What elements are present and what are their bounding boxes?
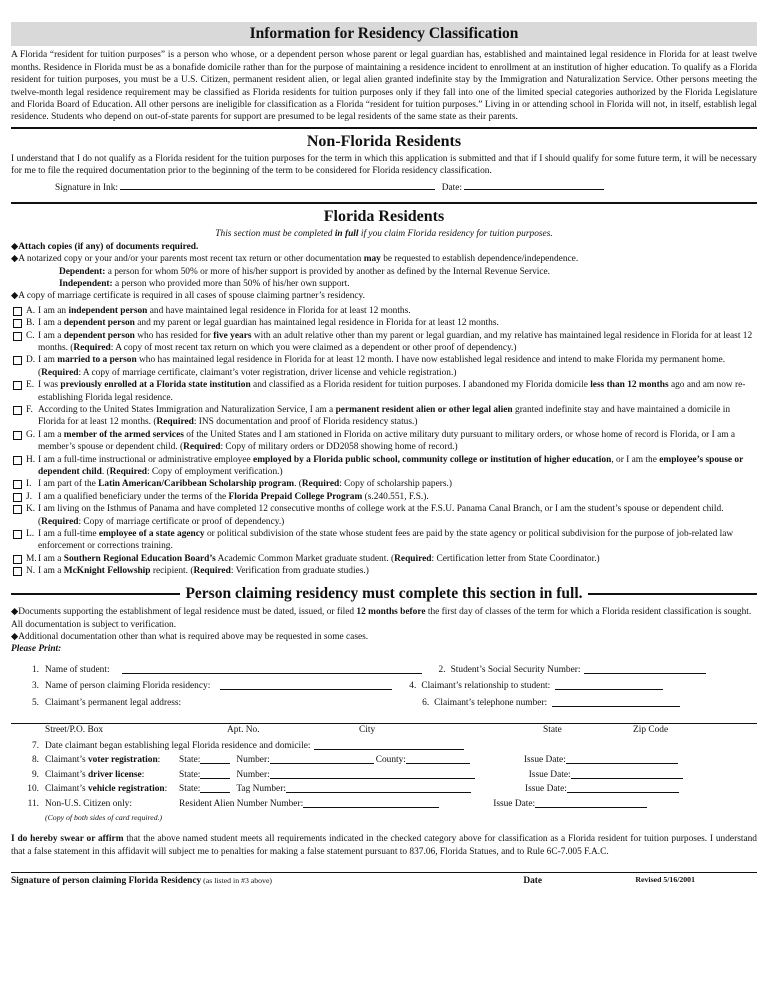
florida-note: This section must be completed in full if you claim Florida residency for tuition purposes.	[215, 229, 553, 240]
dependent-definition: Dependent: a person for whom 50% or more of his/her support is provided by another as defined by the Internal Revenue Service.	[59, 266, 551, 277]
category-option	[11, 404, 757, 429]
independent-definition: Independent: a person who provided more than 50% of his/her own support.	[59, 278, 350, 289]
field-row-9: 9. Claimant’s driver license: State: Number: Issue Date:	[11, 769, 757, 781]
residency-form	[11, 0, 757, 888]
category-checkbox[interactable]	[13, 567, 22, 576]
field-row-3-4: 3. Name of person claiming Florida residency: 4. Claimant’s relationship to student:	[11, 680, 757, 692]
option-text: I am living on the Isthmus of Panama and have completed 12 consecutive months of college work at the F.S.U. Panama Canal Branch, or I am the student’s spouse or dependent child. (Required: Copy of marriage certificate or proof of dependency.)	[38, 504, 724, 527]
category-option	[11, 528, 757, 553]
footer-date-label: Date	[523, 876, 543, 887]
non-florida-signature-row	[55, 180, 757, 194]
date-field[interactable]	[464, 180, 604, 190]
divider	[11, 202, 757, 204]
option-letter: K.	[26, 504, 36, 515]
category-checkbox[interactable]	[13, 456, 22, 465]
option-letter: I.	[26, 479, 32, 490]
domicile-date-label: Date claimant began establishing legal Florida residence and domicile:	[45, 741, 311, 751]
option-text: According to the United States Immigration and Naturalization Service, I am a permanent resident alien or other legal alien granted indefinite stay and have maintained a domicile in Florida for at least 12 months. (Required: INS documentation and proof of Florida residency status.)	[38, 405, 731, 428]
option-text: I am a McKnight Fellowship recipient. (Required: Verification from graduate studies.)	[38, 566, 369, 577]
address-captions	[11, 724, 757, 738]
claimant-name-field[interactable]	[220, 680, 392, 690]
field-row-1-2: 1. Name of student: 2. Student’s Social Security Number:	[11, 664, 757, 676]
field-row-10: 10. Claimant’s vehicle registration: State: Tag Number: Issue Date:	[11, 783, 757, 795]
claim-doc-note: ◆Documents supporting the establishment of legal residence must be dated, issued, or filed 12 months before the first day of classes of the term for which a Florida resident classification is sought. All documentation is subject to verification.	[11, 607, 752, 630]
option-text: I am a qualified beneficiary under the terms of the Florida Prepaid College Program (s.240.551, F.S.).	[38, 491, 429, 502]
category-checkbox[interactable]	[13, 381, 22, 390]
option-letter: B.	[26, 318, 35, 329]
category-option	[11, 317, 757, 329]
category-checkbox[interactable]	[13, 356, 22, 365]
category-options	[11, 305, 757, 578]
category-checkbox[interactable]	[13, 480, 22, 489]
vehicle-issue-date-field[interactable]	[567, 783, 679, 793]
option-text: I am a full-time instructional or administrative employee employed by a Florida public school, community college or institution of higher education, or I am the employee’s spouse or dependent child. (Required: Copy of employment verification.)	[38, 454, 744, 478]
option-text: I am a member of the armed services of the United States and I am stationed in Florida on active military duty pursuant to military orders, or whose home of record is Florida, or I am a member’s spouse or dependent child. (Required: Copy of military orders or DD2058 showing home of record.)	[38, 429, 736, 453]
signature-field[interactable]	[120, 180, 435, 190]
florida-heading: Florida Residents	[323, 208, 445, 226]
option-letter: D.	[26, 355, 36, 366]
category-checkbox[interactable]	[13, 307, 22, 316]
bullet-marriage: ◆A copy of marriage certificate is required in all cases of spouse claiming partner’s residency.	[11, 291, 365, 302]
category-checkbox[interactable]	[13, 493, 22, 502]
option-text: I am a Southern Regional Education Board’s Academic Common Market graduate student. (Required: Certification letter from State Coordinator.)	[38, 553, 600, 564]
category-checkbox[interactable]	[13, 530, 22, 539]
footer-signature-label: Signature of person claiming Florida Residency (as listed in #3 above)	[11, 876, 273, 887]
category-option	[11, 354, 757, 379]
non-florida-text: I understand that I do not qualify as a Florida resident for the tuition purposes for the term in which this application is submitted and that if I should qualify for some future term, it will be necessary for me to file the required documentation prior to the beginning of the term to be considered for Florida residency classification.	[11, 154, 757, 177]
please-print: Please Print:	[11, 644, 62, 655]
option-letter: H.	[26, 454, 36, 465]
alien-number-field[interactable]	[303, 798, 439, 808]
field-row-11: 11. Non-U.S. Citizen only: Resident Alien Number Number: Issue Date:	[11, 798, 757, 810]
date-label: Date:	[441, 182, 463, 193]
category-checkbox[interactable]	[13, 505, 22, 514]
category-checkbox[interactable]	[13, 406, 22, 415]
telephone-label: Claimant’s telephone number:	[434, 697, 548, 708]
relationship-field[interactable]	[555, 680, 663, 690]
option-letter: F.	[26, 405, 33, 416]
option-letter: E.	[26, 380, 35, 391]
ssn-field[interactable]	[584, 664, 706, 674]
option-text: I was previously enrolled at a Florida state institution and classified as a Florida resident for tuition purposes. I abandoned my Florida domicile less than 12 months ago and am now re-establishing Florida legal residence.	[38, 380, 746, 403]
category-option	[11, 565, 757, 577]
non-florida-heading: Non-Florida Residents	[306, 132, 462, 150]
category-option	[11, 330, 757, 355]
relationship-label: Claimant’s relationship to student:	[421, 681, 551, 692]
category-checkbox[interactable]	[13, 431, 22, 440]
claim-section-header	[11, 584, 757, 604]
option-letter: N.	[26, 566, 36, 577]
field-row-7: 7. Date claimant began establishing legal Florida residence and domicile:	[11, 740, 757, 752]
zip-caption: Zip Code	[633, 725, 669, 735]
intro-paragraph: A Florida “resident for tuition purposes” is a person who whose, or a dependent person whose parent or legal guardian has, established and maintained legal residence in Florida for at least twelve months. Residence in Florida must be as a bonafide domicile rather than for the purpose of maintaining a residence incident to enrollment at an institution of higher education. To qualify as a Florida resident for tuition purposes, you must be a U.S. Citizen, permanent resident alien, or legal alien granted indefinite stay by the Immigration and Naturalization Service. Other persons meeting the twelve-month legal residence requirement may be classified as Florida residents for tuition purposes only if they fall into one of the limited special categories authorized by the Florida Legislature and Florida Board of Education. All other persons are ineligible for classification as a Florida “resident for tuition purposes.” Living in or attending school in Florida will not, in itself, establish legal residence. Students who depend on out-of-state parents for support are presumed to be legal residents of the same state as their parents.	[11, 50, 757, 123]
category-option	[11, 478, 757, 490]
category-checkbox[interactable]	[13, 319, 22, 328]
option-letter: A.	[26, 305, 36, 316]
page-title: Information for Residency Classification	[11, 22, 757, 46]
category-option	[11, 305, 757, 317]
field-row-8: 8. Claimant’s voter registration: State: Number: County: Issue Date:	[11, 754, 757, 766]
option-text: I am married to a person who has maintained legal residence in Florida for at least 12 month. I have now established legal residence and intend to make Florida my permanent home. (Required: A copy of marriage certificate, claimant’s voter registration, driver license and vehicle registration.)	[38, 355, 726, 378]
street-caption: Street/P.O. Box	[45, 725, 104, 735]
field-row-5-6: 5. Claimant’s permanent legal address: 6. Claimant’s telephone number:	[11, 697, 757, 709]
affirmation: I do hereby swear or affirm that the above named student meets all requirements indicated in the checked category above for classification as a Florida resident for tuition purposes. I understand that a false statement in this affidavit will subject me to penalties for making a false statement pursuant to 837.06, Florida Statues, and to Rule 6C-7.005 F.A.C.	[11, 834, 757, 857]
bullet-tax-return: ◆A notarized copy or your and/or your parents most recent tax return or other documentation may be requested to establish dependence/independence.	[11, 254, 579, 265]
category-option	[11, 491, 757, 503]
state-caption: State	[543, 725, 562, 735]
alien-issue-date-field[interactable]	[535, 798, 647, 808]
option-text: I am a dependent person who has resided for five years with an adult relative other than my parent or legal guardian, and my relative has maintained legal residence in Florida for at least 12 months. (Required: A copy of most recent tax return on which you were claimed as a dependent or other proof of dependency.)	[38, 330, 753, 353]
option-text: I am a dependent person and my parent or legal guardian has maintained legal residence in Florida for at least 12 months.	[38, 318, 499, 329]
voter-issue-date-field[interactable]	[566, 754, 678, 764]
apt-caption: Apt. No.	[227, 725, 260, 735]
copy-note: (Copy of both sides of card required.)	[45, 813, 163, 823]
category-checkbox[interactable]	[13, 555, 22, 564]
category-option	[11, 429, 757, 454]
license-issue-date-field[interactable]	[571, 769, 683, 779]
option-letter: L.	[26, 529, 35, 540]
ssn-label: Student’s Social Security Number:	[450, 664, 581, 675]
telephone-field[interactable]	[552, 697, 680, 707]
category-checkbox[interactable]	[13, 332, 22, 341]
option-letter: C.	[26, 330, 35, 341]
option-letter: G.	[26, 429, 36, 440]
address-label: Claimant’s permanent legal address:	[45, 697, 182, 708]
city-caption: City	[359, 725, 376, 735]
option-letter: M.	[26, 553, 37, 564]
revised-label: Revised 5/16/2001	[635, 875, 695, 885]
option-text: I am an independent person and have maintained legal residence in Florida for at least 12 months.	[38, 305, 411, 316]
domicile-date-field[interactable]	[314, 740, 464, 750]
option-text: I am a full-time employee of a state agency or political subdivision of the state whose student fees are paid by the state agency or political subdivision for the purpose of job-related law enforcement or corrections training.	[38, 529, 734, 552]
option-letter: J.	[26, 491, 32, 502]
student-name-field[interactable]	[122, 664, 422, 674]
category-option	[11, 454, 757, 479]
footer-signature-bar	[11, 872, 757, 887]
claimant-name-label: Name of person claiming Florida residency:	[45, 681, 211, 692]
category-option	[11, 379, 757, 404]
bullet-attach: ◆Attach copies (if any) of documents required.	[11, 241, 199, 252]
option-text: I am part of the Latin American/Caribbean Scholarship program. (Required: Copy of scholarship papers.)	[38, 479, 452, 490]
claim-heading: Person claiming residency must complete this section in full.	[185, 584, 583, 602]
category-option	[11, 553, 757, 565]
signature-label: Signature in Ink:	[55, 182, 119, 193]
claim-additional-note: ◆Additional documentation other than what is required above may be requested in some cases.	[11, 631, 369, 642]
divider	[11, 127, 757, 129]
student-name-label: Name of student:	[45, 664, 110, 675]
category-option	[11, 503, 757, 528]
